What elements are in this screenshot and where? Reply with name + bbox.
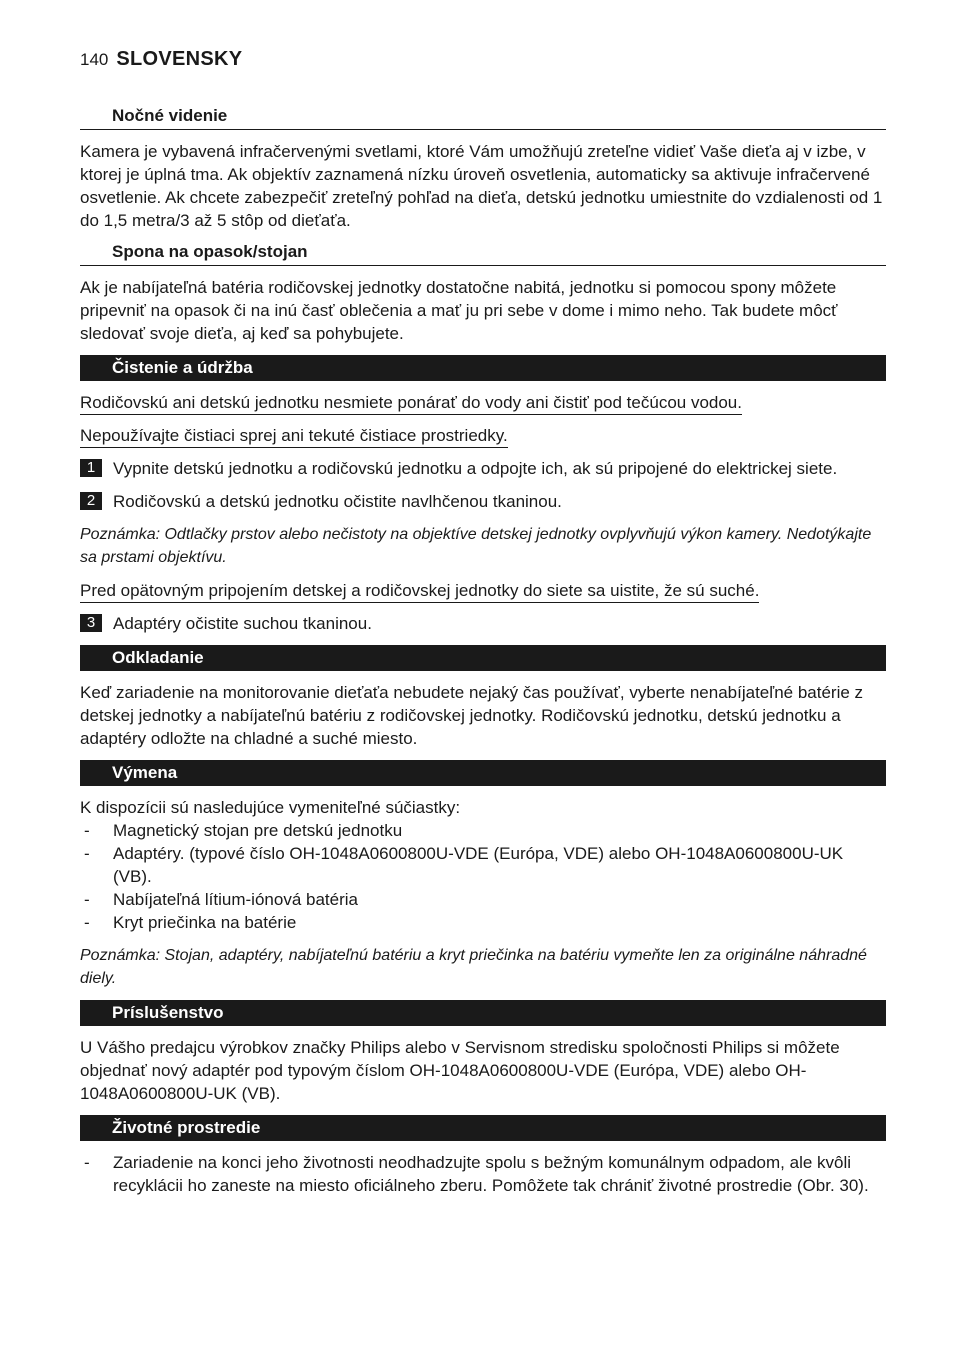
heading-environment: Životné prostredie (80, 1115, 886, 1141)
heading-accessories: Príslušenstvo (80, 1000, 886, 1026)
replacement-intro: K dispozícii sú nasledujúce vymeniteľné súčiastky: (80, 798, 461, 817)
cleaning-note: Poznámka: Odtlačky prstov alebo nečistoty na objektíve detskej jednotky ovplyvňujú výkon kamery. Nedotýkajte sa prstami objektívu. (80, 526, 872, 566)
page-language: SLOVENSKY (116, 48, 243, 70)
list-item: - Kryt priečinka na batérie (84, 913, 297, 932)
cleaning-warning-3: Pred opätovným pripojením detskej a rodičovskej jednotky do siete sa uistite, že sú suché. (80, 581, 759, 603)
page-content (80, 106, 886, 1207)
page-header (80, 48, 242, 74)
page-number: 140 (80, 50, 109, 69)
heading-replacement: Výmena (80, 760, 886, 786)
step-number-badge: 1 (80, 459, 102, 477)
heading-cleaning: Čistenie a údržba (80, 355, 886, 381)
environment-list (80, 1151, 886, 1197)
night-vision-text: Kamera je vybavená infračervenými svetlami, ktoré Vám umožňujú zreteľne vidieť Vaše dieťa aj v izbe, v ktorej je úplná tma. Ak objektív zaznamená nízku úroveň osvetlenia, automaticky sa aktivuje infračervené osvetlenie. Ak chcete zabezpečiť zreteľný pohľad na dieťa, detskú jednotku umiestnite do vzdialenosti od 1 do 1,5 metra/3 až 5 stôp od dieťaťa. (80, 142, 883, 230)
cleaning-step-2 (80, 490, 886, 513)
step-text: Adaptéry očistite suchou tkaninou. (113, 614, 372, 633)
heading-belt-clip: Spona na opasok/stojan (80, 242, 886, 266)
heading-night-vision: Nočné videnie (80, 106, 886, 130)
replacement-note: Poznámka: Stojan, adaptéry, nabíjateľnú batériu a kryt priečinka na batériu vymeňte len za originálne náhradné diely. (80, 947, 867, 987)
step-text: Rodičovskú a detskú jednotku očistite navlhčenou tkaninou. (113, 492, 562, 511)
list-item: - Nabíjateľná lítium-iónová batéria (84, 890, 358, 909)
replacement-list (80, 819, 886, 934)
list-item: - Magnetický stojan pre detskú jednotku (84, 821, 403, 840)
accessories-text: U Vášho predajcu výrobkov značky Philips alebo v Servisnom stredisku spoločnosti Philips si môžete objednať nový adaptér pod typovým číslom OH-1048A0600800U-VDE (Európa, VDE) alebo OH-1048A0600800U-UK (VB). (80, 1038, 840, 1103)
step-text: Vypnite detskú jednotku a rodičovskú jednotku a odpojte ich, ak sú pripojené do elektrickej siete. (113, 459, 838, 478)
step-number-badge: 2 (80, 492, 102, 510)
cleaning-step-3 (80, 612, 886, 635)
belt-clip-text: Ak je nabíjateľná batéria rodičovskej jednotky dostatočne nabitá, jednotku si pomocou spony môžete pripevniť na opasok či na inú časť oblečenia a mať ju pri sebe v dome i mimo neho. Tak budete môcť sledovať svoje dieťa, aj keď sa pohybujete. (80, 278, 838, 343)
step-number-badge: 3 (80, 614, 102, 632)
list-item: - Adaptéry. (typové číslo OH-1048A0600800U-VDE (Európa, VDE) alebo OH-1048A0600800U-UK (VB). (84, 844, 844, 886)
storage-text: Keď zariadenie na monitorovanie dieťaťa nebudete nejaký čas používať, vyberte nenabíjateľné batérie z detskej jednotky a nabíjateľnú batériu z rodičovskej jednotky. Rodičovskú jednotku, detskú jednotku a adaptéry odložte na chladné a suché miesto. (80, 683, 864, 748)
list-item: - Zariadenie na konci jeho životnosti neodhadzujte spolu s bežným komunálnym odpadom, ale kvôli recyklácii ho zaneste na miesto oficiálneho zberu. Pomôžete tak chrániť životné prostredie (Obr. 30). (84, 1153, 869, 1195)
cleaning-step-1 (80, 457, 886, 480)
heading-storage: Odkladanie (80, 645, 886, 671)
cleaning-warning-2: Nepoužívajte čistiaci sprej ani tekuté čistiace prostriedky. (80, 426, 508, 448)
cleaning-warning-1: Rodičovskú ani detskú jednotku nesmiete ponárať do vody ani čistiť pod tečúcou vodou. (80, 393, 742, 415)
